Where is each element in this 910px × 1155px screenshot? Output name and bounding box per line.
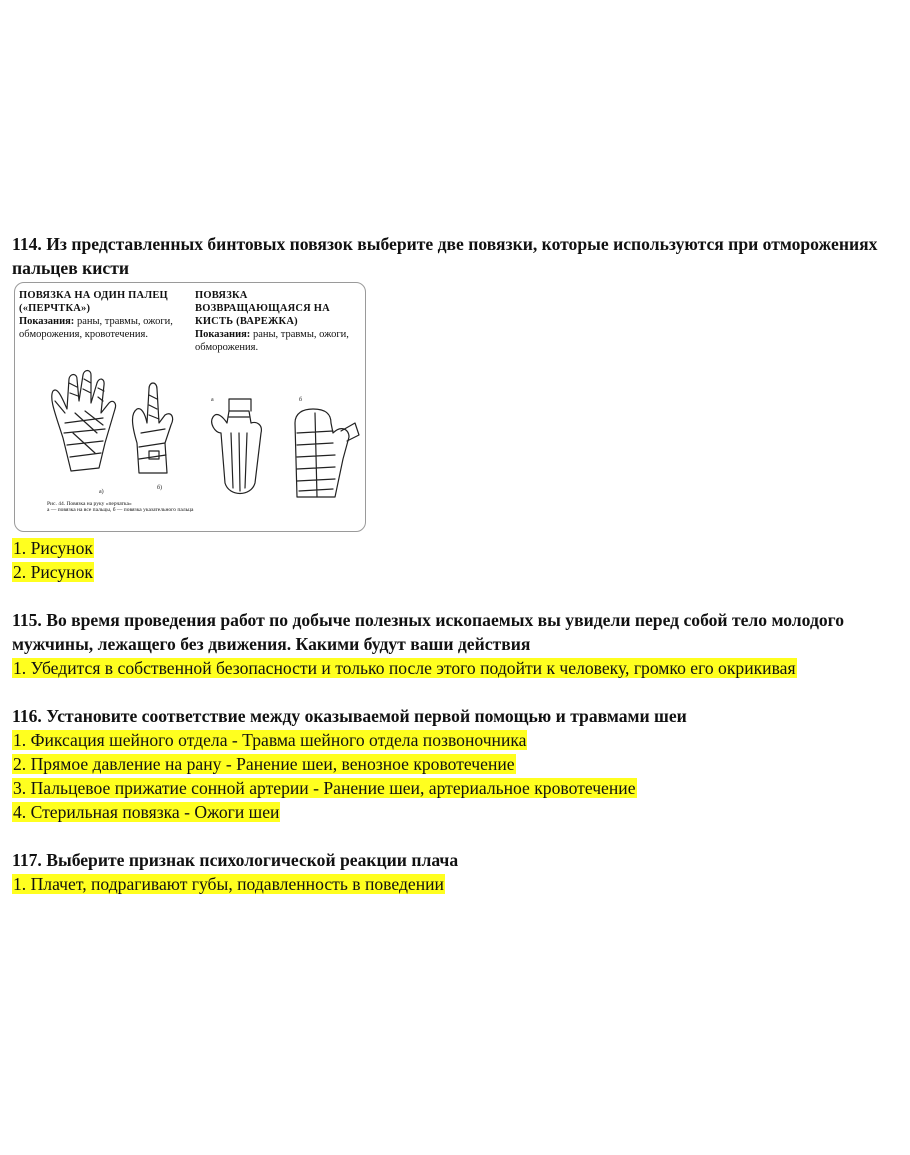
figure-left-indications-label: Показания: <box>19 316 75 327</box>
answer-text: 4. Стерильная повязка - Ожоги шеи <box>13 802 280 822</box>
figure-right-heading-3: КИСТЬ (ВАРЕЖКА) <box>195 316 298 327</box>
question-115 <box>12 608 907 680</box>
question-114 <box>12 232 907 584</box>
figure-right-heading-1: ПОВЯЗКА <box>195 290 248 301</box>
answer-list <box>12 656 907 680</box>
figure-label-b2: б <box>299 397 303 403</box>
answer-text: 3. Пальцевое прижатие сонной артерии - Ранение шеи, артериальное кровотечение <box>13 778 636 798</box>
answer-item <box>12 752 907 776</box>
answer-list <box>12 872 907 896</box>
figure-right-indications-label: Показания: <box>195 329 251 340</box>
answer-list <box>12 536 907 584</box>
finger-bandage-illustration <box>133 383 173 473</box>
question-117 <box>12 848 907 896</box>
figure-label-a2: а <box>211 397 214 403</box>
question-title: 115. Во время проведения работ по добыче полезных ископаемых вы увидели перед собой тело молодого мужчины, лежащего без движения. Какими будут ваши действия <box>12 610 845 654</box>
answer-item <box>12 776 907 800</box>
answer-list <box>12 728 907 824</box>
question-title: 116. Установите соответствие между оказываемой первой помощью и травмами шеи <box>12 706 687 726</box>
figure-left-heading-1: ПОВЯЗКА НА ОДИН ПАЛЕЦ <box>19 290 168 301</box>
figure-label-a1: а) <box>99 489 104 495</box>
figure-left-heading-2: («ПЕРЧТКА») <box>19 303 91 314</box>
figure-caption-line-1: Рис. 44. Повязка на руку «перчатка» <box>47 501 132 507</box>
bandage-illustrations <box>15 283 366 532</box>
figure-caption-line-2: а — повязка на все пальцы, б — повязка указательного пальца <box>47 507 194 513</box>
figure-left-indications-text: раны, травмы, ожоги, обморожения, кровотечения. <box>19 316 173 340</box>
answer-item <box>12 656 852 680</box>
answer-item <box>12 560 907 584</box>
question-116 <box>12 704 907 824</box>
answer-text: 1. Фиксация шейного отдела - Травма шейного отдела позвоночника <box>13 730 527 750</box>
answer-text: 2. Прямое давление на рану - Ранение шеи, венозное кровотечение <box>13 754 515 774</box>
bandage-figure <box>14 282 366 532</box>
answer-text: 2. Рисунок <box>13 562 93 582</box>
figure-right-heading-2: ВОЗВРАЩАЮЩАЯСЯ НА <box>195 303 330 314</box>
answer-item <box>12 728 907 752</box>
answer-text: 1. Рисунок <box>13 538 93 558</box>
answer-text: 1. Плачет, подрагивают губы, подавленность в поведении <box>13 874 444 894</box>
hand-bandage-illustration <box>52 371 116 472</box>
figure-caption <box>47 501 197 513</box>
figure-label-b1: б) <box>157 485 163 491</box>
document-page <box>12 232 907 920</box>
answer-item <box>12 872 907 896</box>
mitten-bandage-illustration <box>212 399 262 494</box>
question-title: 114. Из представленных бинтовых повязок выберите две повязки, которые используются при отморожениях пальцев кисти <box>12 234 878 278</box>
answer-item <box>12 536 907 560</box>
answer-item <box>12 800 907 824</box>
question-title: 117. Выберите признак психологической реакции плача <box>12 850 459 870</box>
answer-text: 1. Убедится в собственной безопасности и только после этого подойти к человеку, громко его окрикивая <box>13 658 796 678</box>
figure-right-indications-text: раны, травмы, ожоги, обморожения. <box>195 329 349 353</box>
